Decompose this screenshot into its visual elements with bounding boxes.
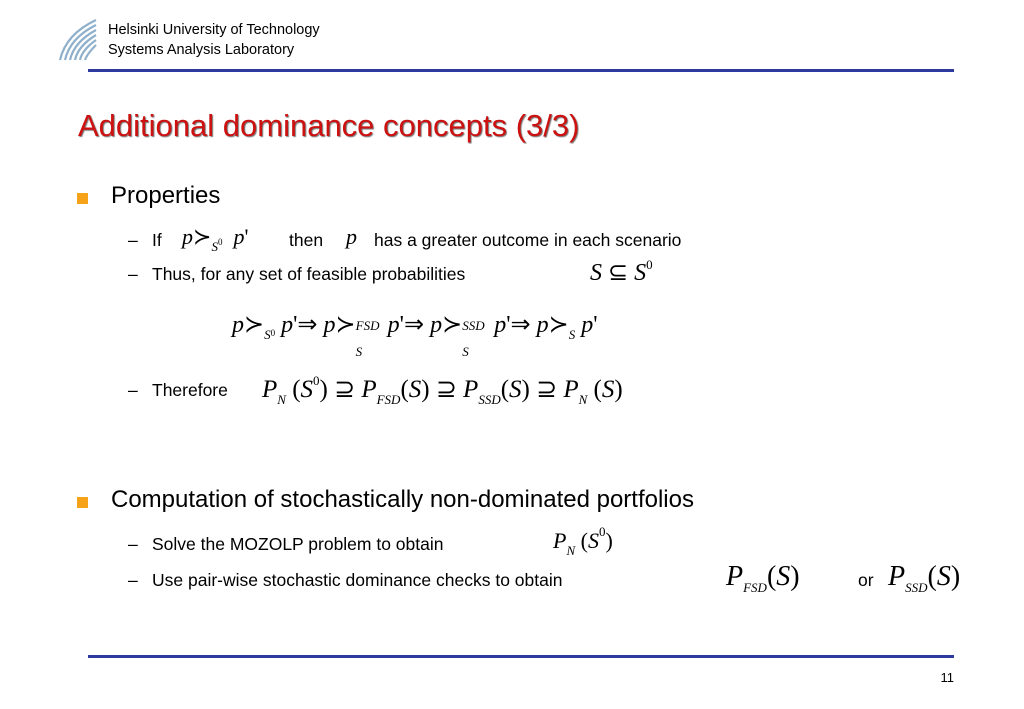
item-text-mozolp: Solve the MOZOLP problem to obtain [152,534,444,554]
item-dash: – [128,534,138,554]
hut-logo-icon [52,14,102,64]
item-text-if: If [152,230,162,250]
item-text-thus: Thus, for any set of feasible probabilities [152,264,466,284]
item-text-therefore: Therefore [152,380,228,400]
bullet-square-icon [77,497,88,508]
item-text-pairwise: Use pair-wise stochastic dominance checks to obtain [152,570,563,590]
institution-name: Helsinki University of Technology [108,22,320,38]
page-number: 11 [940,670,954,685]
header-divider [88,69,954,72]
item-dash: – [128,264,138,284]
math-implication-chain: $p≻_S0$ p'⇒ p≻ FSD S p'⇒ p≻ SSD S p'⇒ $p≻_S$ p' [232,312,598,359]
math-subset-s0: S ⊆ $S^0$ [590,257,653,286]
item-dash: – [128,570,138,590]
math-p: p [346,224,357,249]
footer-divider [88,655,954,658]
slide-title: Additional dominance concepts (3/3) [78,108,580,143]
math-set-inclusion-chain: $P_N$ $(S^0)$ ⊇ $P_{FSD}(S)$ ⊇ $P_{SSD}(S)$ ⊇ $P_N$ (S) [262,373,623,407]
math-pfsd-s: $P_{FSD}(S)$ [726,561,800,595]
item-text-outcome: has a greater outcome in each scenario [374,230,682,250]
item-dash: – [128,230,138,250]
section-heading-computation: Computation of stochastically non-dominated portfolios [111,486,694,513]
item-text-or: or [858,570,874,590]
item-dash: – [128,380,138,400]
laboratory-name: Systems Analysis Laboratory [108,42,295,58]
math-pssd-s: $P_{SSD}(S)$ [888,561,961,595]
math-pn-s0: $P_N$ $(S^0)$ [553,524,613,558]
bullet-square-icon [77,193,88,204]
section-heading-properties: Properties [111,182,221,209]
item-text-then: then [289,230,324,250]
math-dominance-relation: $p≻_S0$ p' [182,224,249,254]
